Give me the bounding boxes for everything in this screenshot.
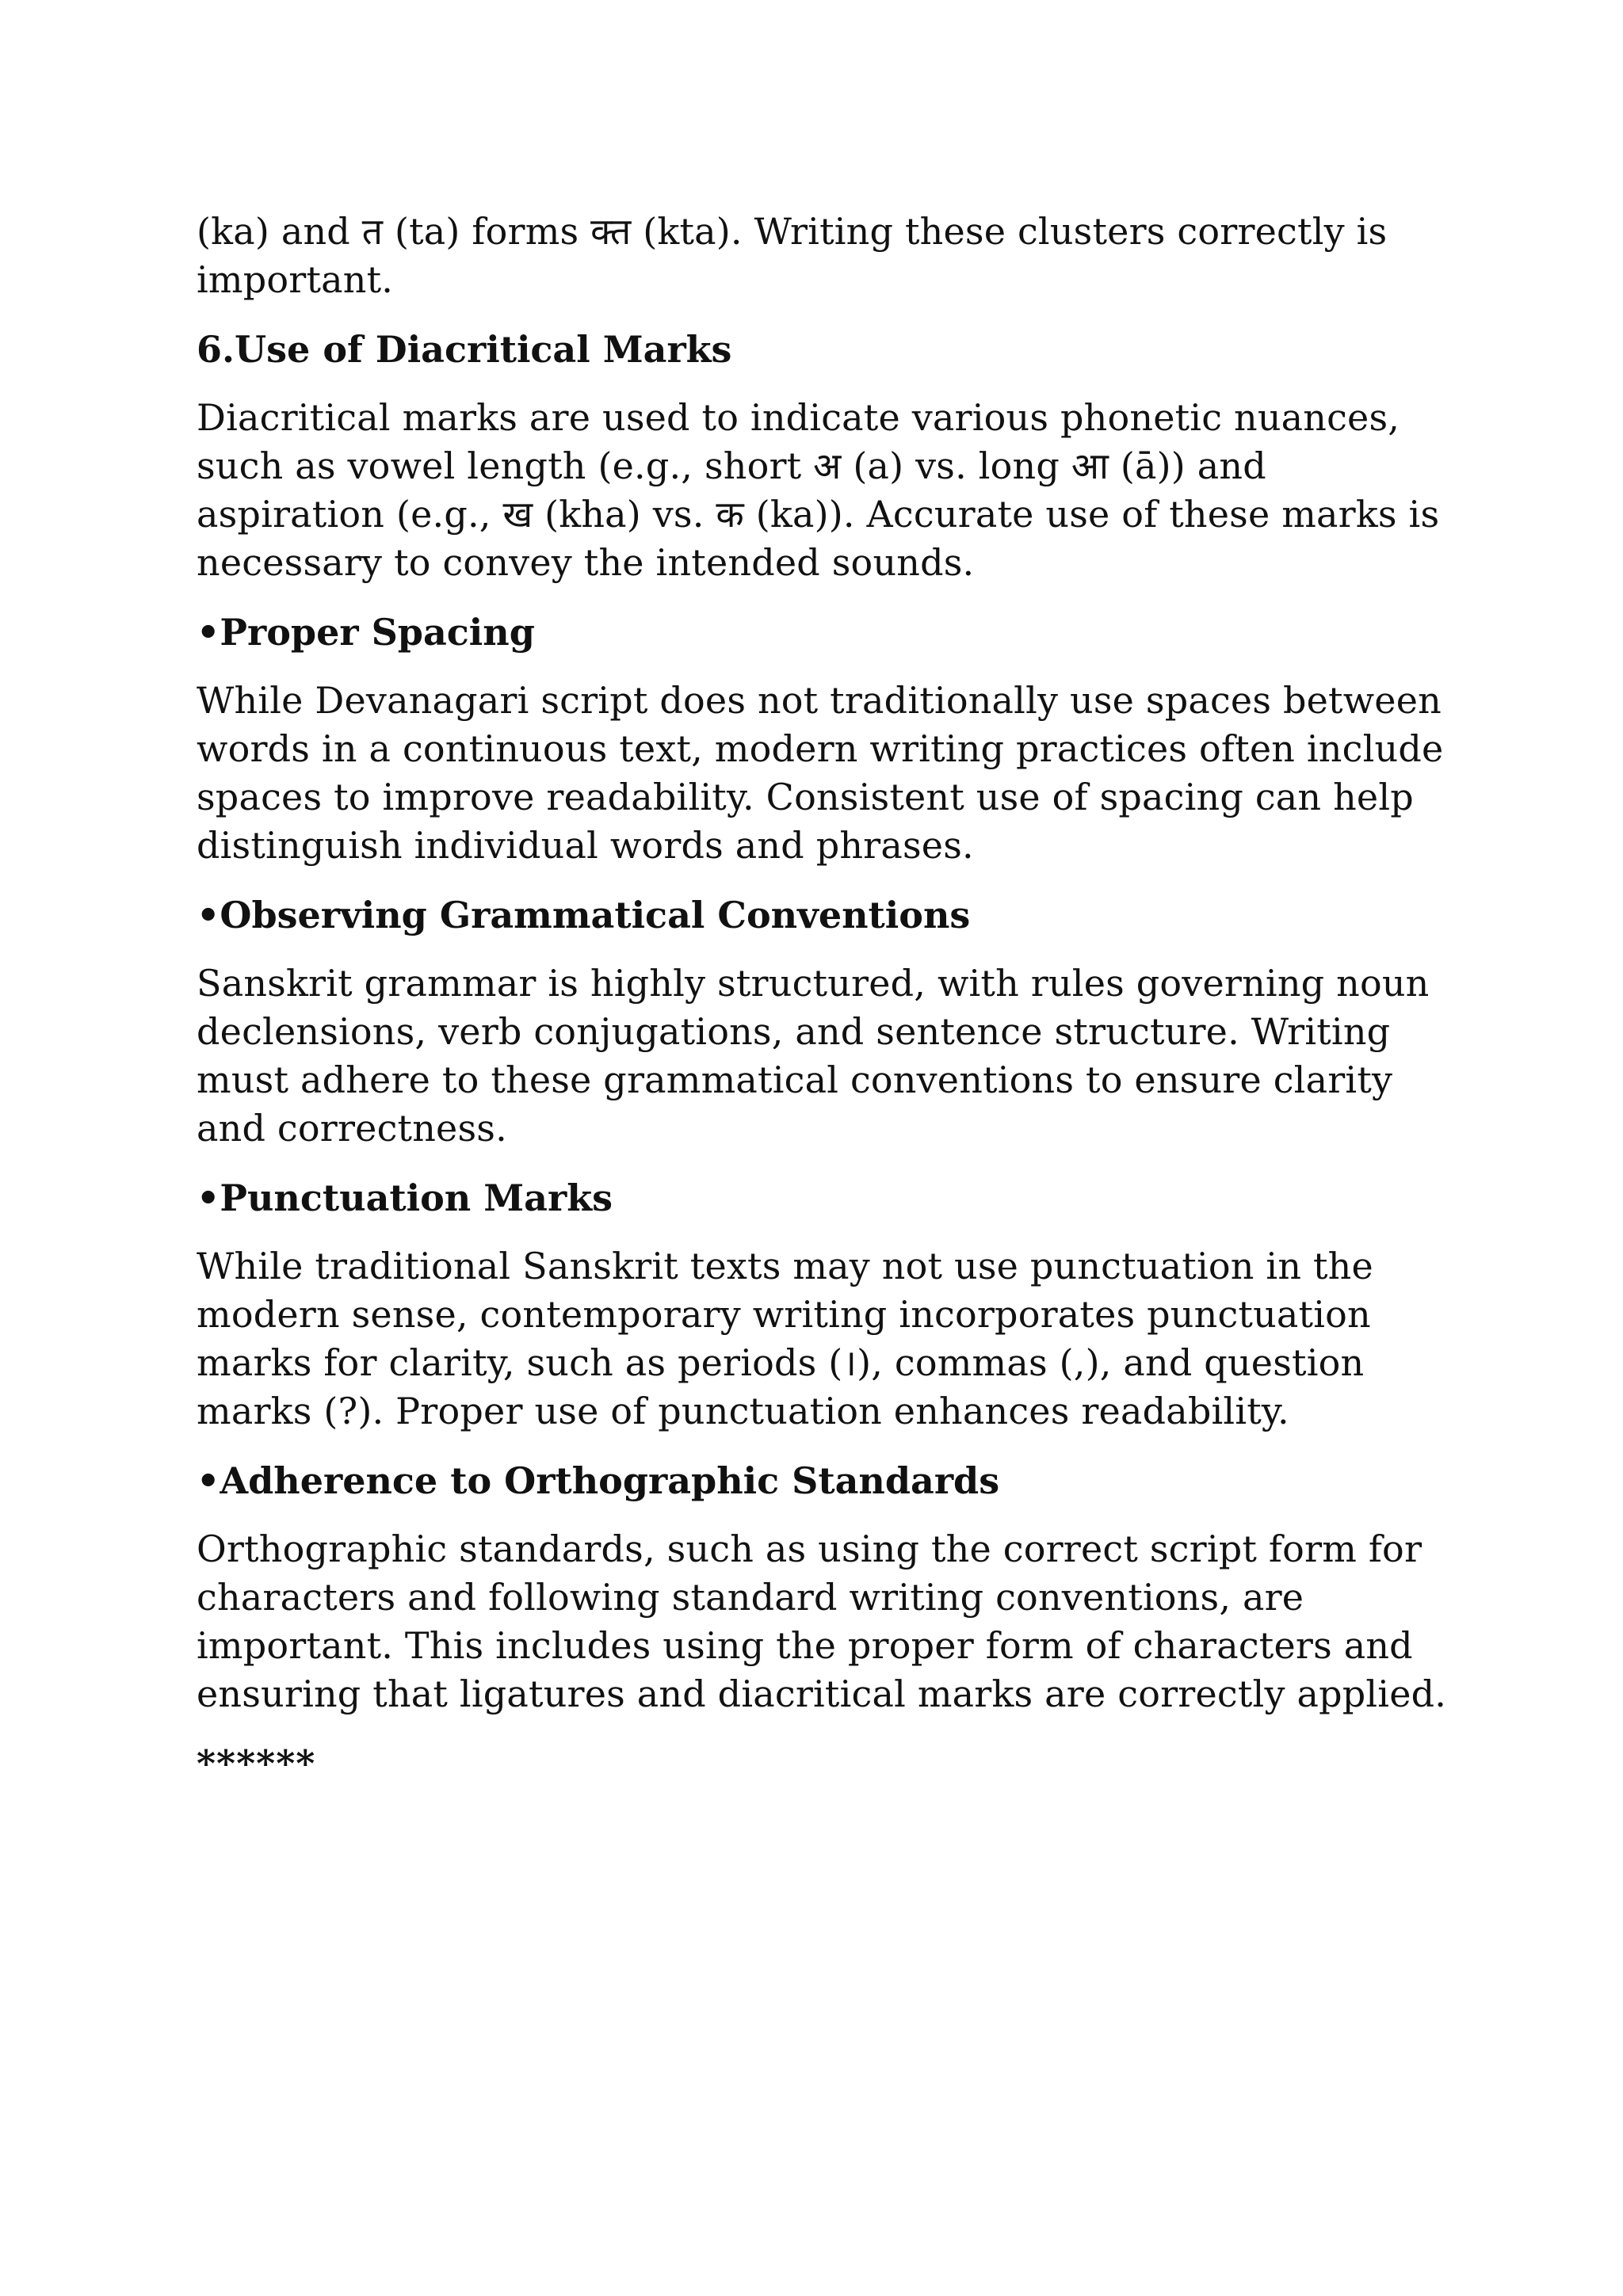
section-body-punctuation-marks: While traditional Sanskrit texts may not use punctuation in the modern sense, contemporary writing incorporates punctuation marks for clarity, such as periods (।), commas (,), and question marks (?). Proper use of punctuation enhances readability. — [197, 1245, 1373, 1432]
section-heading-orthographic-standards: •Adherence to Orthographic Standards — [197, 1459, 1000, 1502]
section-body-proper-spacing: While Devanagari script does not traditionally use spaces between words in a continuous text, modern writing practices often include spaces to improve readability. Consistent use of spacing can help distinguish individual words and phrases. — [197, 679, 1444, 867]
section-body-orthographic-standards: Orthographic standards, such as using the correct script form for characters and following standard writing conventions, are important. This includes using the proper form of characters and ensuring that ligatures and diacritical marks are correctly applied. — [197, 1527, 1447, 1715]
section-heading-proper-spacing: •Proper Spacing — [197, 611, 535, 654]
section-body-diacritical-marks: Diacritical marks are used to indicate various phonetic nuances, such as vowel length (e.g., short अ (a) vs. long आ (ā)) and aspiration (e.g., ख (kha) vs. क (ka)). Accurate use of these marks is necessary to convey the intended sounds. — [197, 396, 1440, 584]
section-heading-grammatical-conventions: •Observing Grammatical Conventions — [197, 894, 971, 936]
section-heading-diacritical-marks: 6.Use of Diacritical Marks — [197, 328, 732, 371]
section-body-grammatical-conventions: Sanskrit grammar is highly structured, with rules governing noun declensions, verb conjugations, and sentence structure. Writing must adhere to these grammatical conventions to ensure clarity and correctness. — [197, 962, 1430, 1150]
section-heading-punctuation-marks: •Punctuation Marks — [197, 1177, 613, 1219]
document-page — [197, 208, 1465, 1788]
end-mark: ****** — [197, 1742, 316, 1785]
intro-paragraph: (ka) and त (ta) forms क्त (kta). Writing these clusters correctly is important. — [197, 210, 1388, 301]
